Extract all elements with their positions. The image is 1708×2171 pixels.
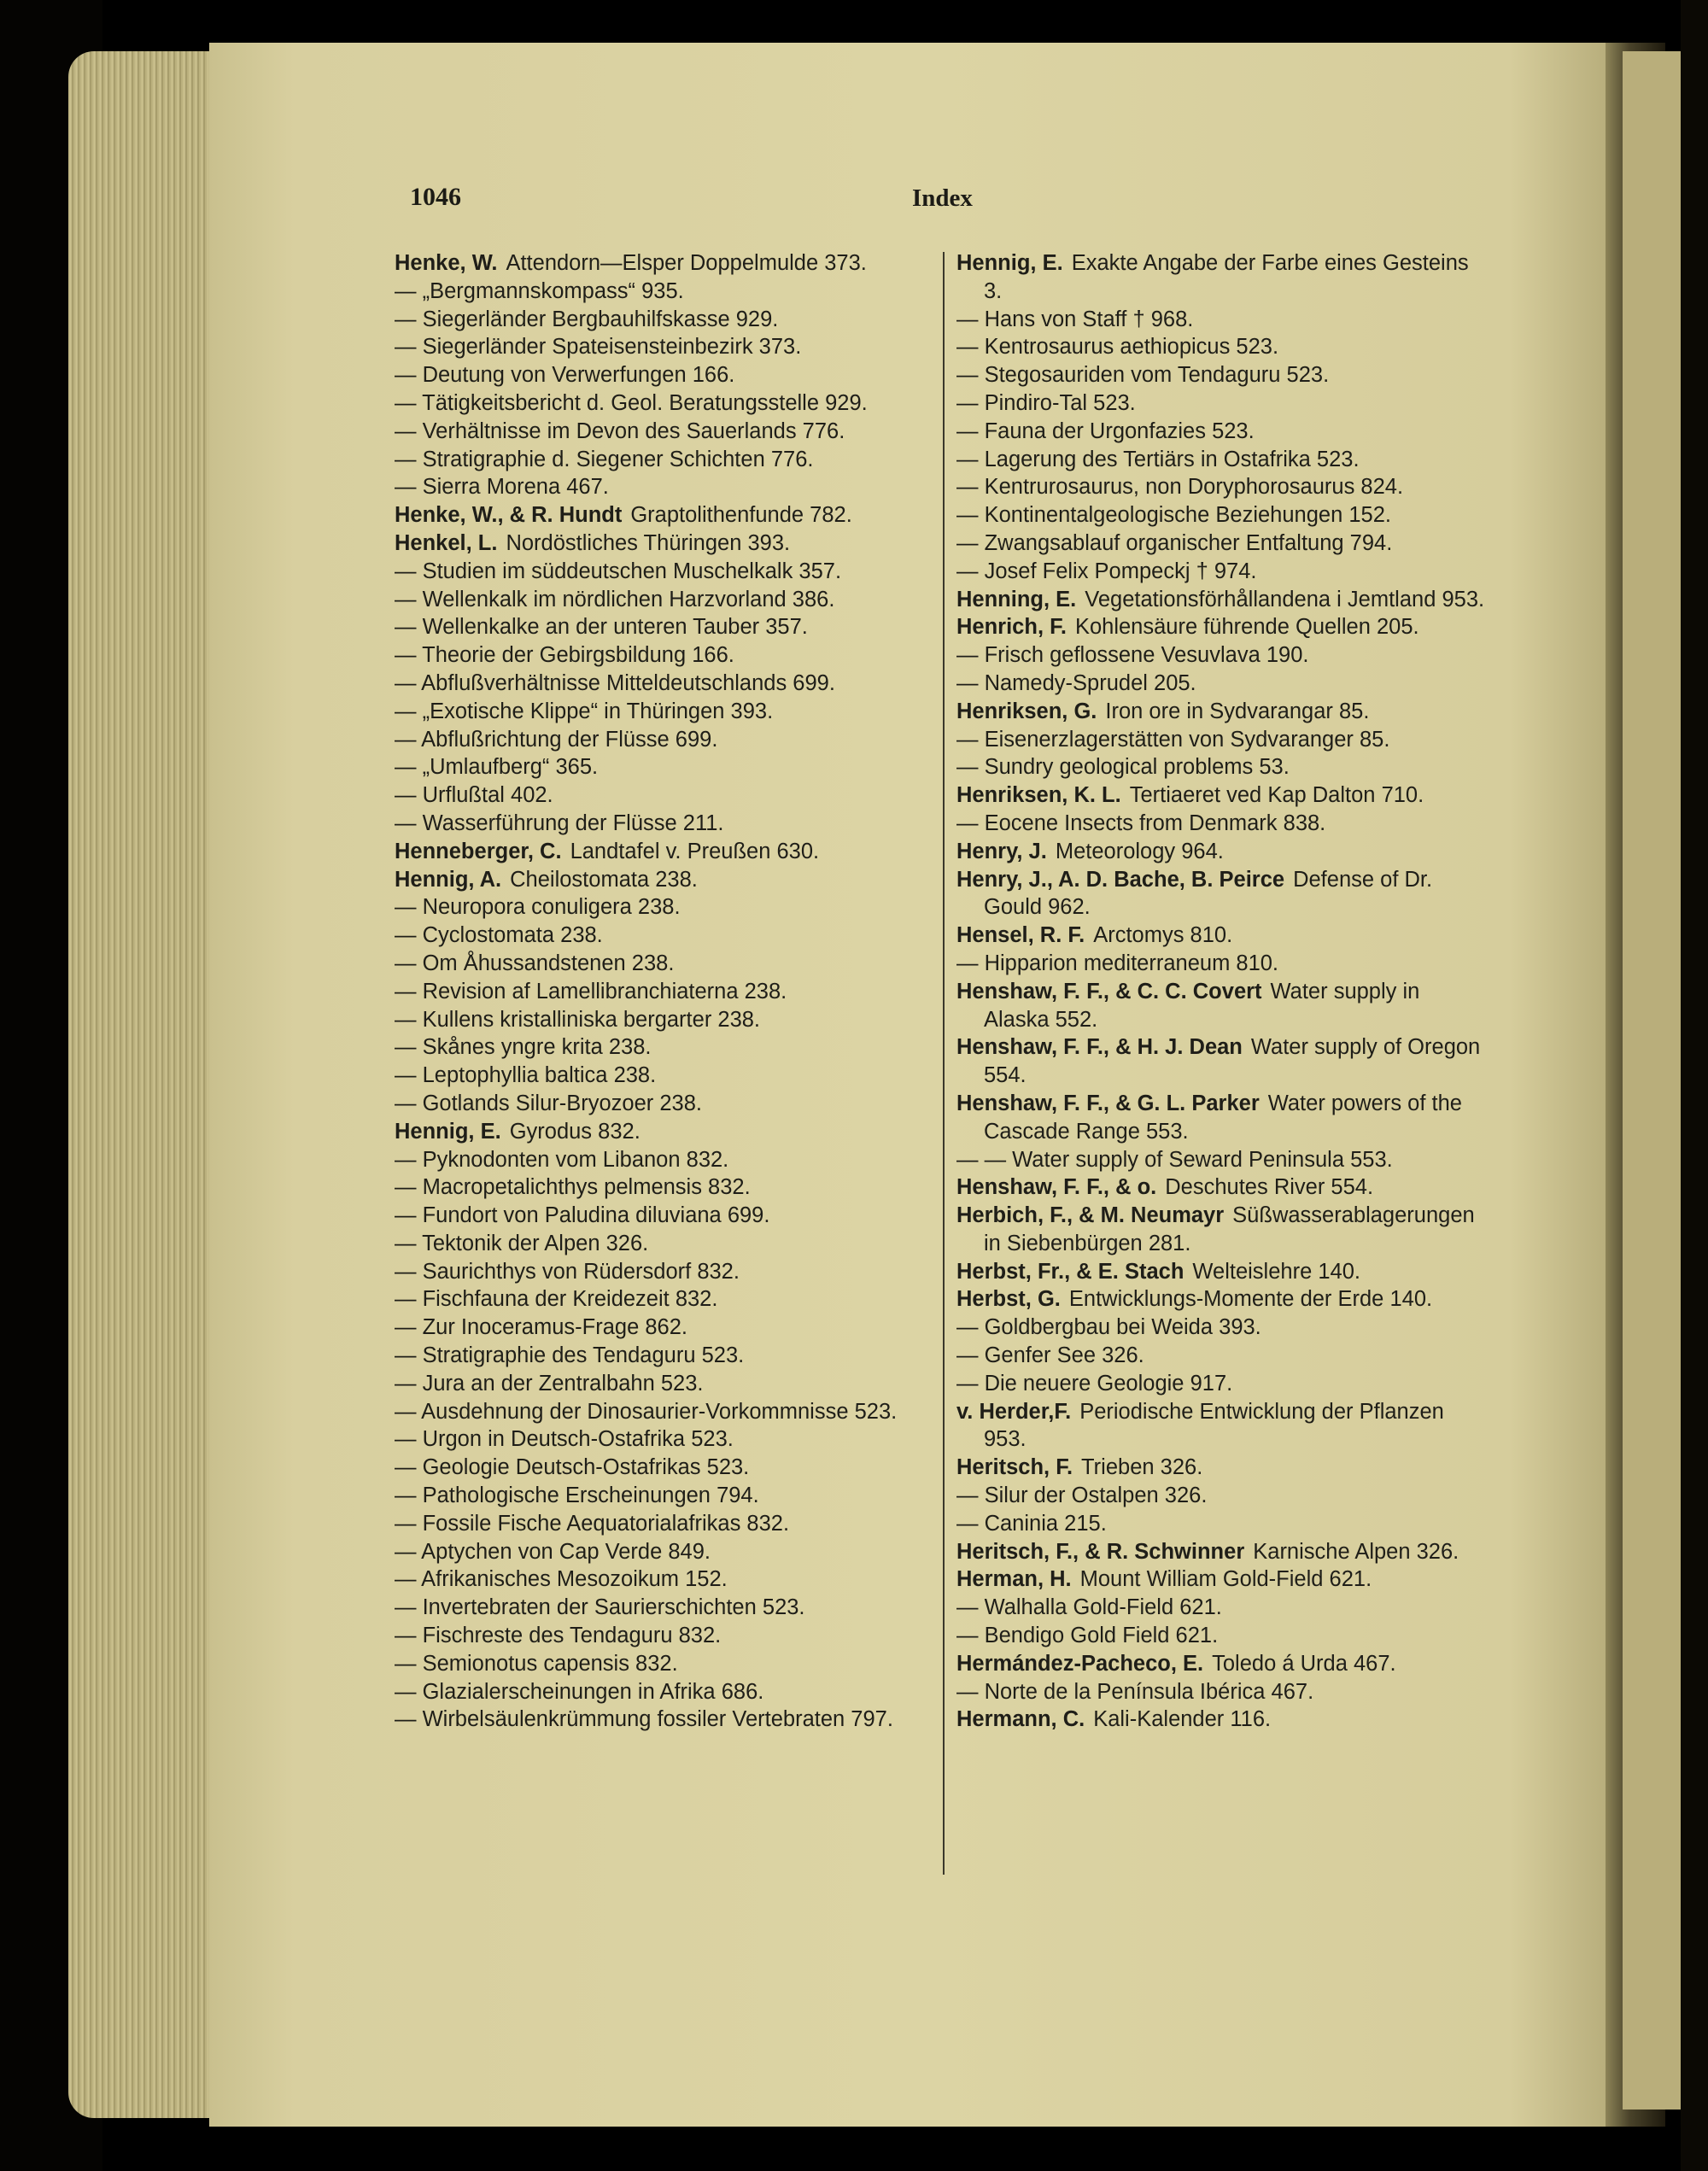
entry-text: — Hans von Staff † 968.: [956, 307, 1194, 331]
index-entry: [395, 1146, 933, 1174]
entry-author: Henshaw, F. F., & H. J. Dean: [956, 1035, 1243, 1060]
entry-text: — Wellenkalk im nördlichen Harzvorland 386.: [395, 587, 835, 612]
index-entry: [395, 1650, 933, 1678]
entry-text: — Urflußtal 402.: [395, 783, 553, 808]
index-entry: [956, 698, 1486, 726]
entry-text: — Om Åhussandstenen 238.: [395, 951, 675, 975]
index-entry: [395, 1090, 933, 1118]
index-entry: [395, 922, 933, 950]
entry-text: Tertiaeret ved Kap Dalton 710.: [1129, 783, 1424, 808]
index-entry: [956, 1594, 1486, 1622]
index-entry: [395, 1565, 933, 1594]
entry-text: — Tektonik der Alpen 326.: [395, 1231, 649, 1255]
index-entry: [395, 1622, 933, 1650]
entry-text: — Semionotus capensis 832.: [395, 1651, 678, 1676]
entry-text: Nordöstliches Thüringen 393.: [506, 530, 791, 555]
entry-text: Welteislehre 140.: [1192, 1259, 1360, 1284]
entry-author: Heritsch, F., & R. Schwinner: [956, 1539, 1245, 1564]
index-entry: [956, 1622, 1486, 1650]
entry-text: — Macropetalichthys pelmensis 832.: [395, 1175, 751, 1200]
facing-page-edge: [1623, 51, 1682, 2110]
entry-author: Herman, H.: [956, 1567, 1072, 1592]
entry-author: Henry, J., A. D. Bache, B. Peirce: [956, 867, 1285, 892]
index-entry: [395, 249, 933, 278]
entry-author: Henshaw, F. F., & C. C. Covert: [956, 979, 1262, 1004]
entry-author: Henrich, F.: [956, 615, 1067, 640]
index-entry: [956, 866, 1486, 922]
entry-text: — Afrikanisches Mesozoikum 152.: [395, 1567, 728, 1592]
entry-text: Kali-Kalender 116.: [1093, 1707, 1272, 1732]
index-entry: [395, 446, 933, 474]
entry-text: — Norte de la Península Ibérica 467.: [956, 1679, 1314, 1704]
entry-text: — — Water supply of Seward Peninsula 553.: [956, 1147, 1393, 1172]
index-entry: [956, 1314, 1486, 1342]
index-column-right: [956, 249, 1486, 1734]
entry-author: Henry, J.: [956, 839, 1047, 863]
index-entry: [395, 1314, 933, 1342]
index-entry: [395, 1342, 933, 1370]
index-entry: [956, 1538, 1486, 1566]
entry-text: — Abflußrichtung der Flüsse 699.: [395, 727, 718, 752]
index-entry: [956, 473, 1486, 501]
index-entry: [956, 838, 1486, 866]
entry-author: Henriksen, K. L.: [956, 783, 1121, 808]
index-entry: [395, 641, 933, 670]
entry-text: — Ausdehnung der Dinosaurier-Vorkommnisse 523.: [395, 1399, 898, 1424]
entry-text: Mount William Gold-Field 621.: [1079, 1567, 1372, 1592]
entry-text: — Saurichthys von Rüdersdorf 832.: [395, 1259, 740, 1284]
entry-text: — Josef Felix Pompeckj † 974.: [956, 559, 1257, 583]
entry-text: Kohlensäure führende Quellen 205.: [1074, 615, 1419, 640]
index-entry: [956, 922, 1486, 950]
entry-text: Defense of Dr. Gould 962.: [984, 867, 1433, 920]
index-entry: [956, 389, 1486, 418]
entry-text: Trieben 326.: [1081, 1455, 1203, 1480]
entry-text: — Silur der Ostalpen 326.: [956, 1483, 1208, 1508]
entry-text: — Gotlands Silur-Bryozoer 238.: [395, 1091, 702, 1115]
index-entry: [395, 1398, 933, 1426]
entry-text: — Kullens kristalliniska bergarter 238.: [395, 1007, 761, 1032]
entry-text: — Wirbelsäulenkrümmung fossiler Vertebraten 797.: [395, 1707, 893, 1732]
page-number: 1046: [410, 183, 461, 211]
entry-author: Herbst, G.: [956, 1287, 1061, 1312]
index-entry: [956, 1454, 1486, 1482]
index-entry: [956, 613, 1486, 641]
entry-author: Henriksen, G.: [956, 699, 1097, 723]
index-entry: [956, 1510, 1486, 1538]
entry-author: Herbst, Fr., & E. Stach: [956, 1259, 1184, 1284]
index-entry: [956, 586, 1486, 614]
entry-text: Karnische Alpen 326.: [1253, 1539, 1459, 1564]
entry-text: — Siegerländer Spateisensteinbezirk 373.: [395, 335, 802, 360]
index-entry: [395, 418, 933, 446]
index-entry: [395, 278, 933, 306]
index-entry: [956, 306, 1486, 334]
page-stack-edge: [68, 51, 218, 2118]
entry-text: Landtafel v. Preußen 630.: [570, 839, 820, 863]
index-entry: [395, 1202, 933, 1230]
entry-author: v. Herder,F.: [956, 1399, 1072, 1424]
entry-author: Hensel, R. F.: [956, 923, 1085, 948]
entry-text: — Wellenkalke an der unteren Tauber 357.: [395, 615, 808, 640]
index-entry: [956, 950, 1486, 978]
entry-text: Toledo á Urda 467.: [1212, 1651, 1396, 1676]
index-entry: [395, 1706, 933, 1734]
entry-text: Süßwasserablagerungen in Siebenbürgen 281.: [984, 1203, 1475, 1255]
entry-author: Hennig, E.: [395, 1119, 501, 1144]
index-entry: [395, 1173, 933, 1202]
index-entry: [395, 1425, 933, 1454]
entry-text: Water supply of Oregon 554.: [984, 1035, 1481, 1088]
index-entry: [395, 1482, 933, 1510]
entry-text: — „Exotische Klippe“ in Thüringen 393.: [395, 699, 774, 723]
index-entry: [956, 361, 1486, 389]
entry-text: — Stegosauriden vom Tendaguru 523.: [956, 363, 1330, 388]
entry-text: — Kentrurosaurus, non Doryphorosaurus 824.: [956, 475, 1404, 500]
index-entry: [395, 950, 933, 978]
entry-text: Water powers of the Cascade Range 553.: [984, 1091, 1462, 1144]
entry-text: Periodische Entwicklung der Pflanzen 953.: [984, 1399, 1444, 1452]
index-entry: [956, 726, 1486, 754]
index-entry: [395, 1006, 933, 1034]
index-entry: [395, 781, 933, 810]
entry-author: Henshaw, F. F., & G. L. Parker: [956, 1091, 1260, 1115]
entry-text: — Kentrosaurus aethiopicus 523.: [956, 335, 1279, 360]
entry-author: Henning, E.: [956, 587, 1077, 612]
index-entry: [956, 1258, 1486, 1286]
entry-text: — Namedy-Sprudel 205.: [956, 670, 1196, 695]
index-entry: [956, 670, 1486, 698]
index-entry: [956, 1285, 1486, 1314]
entry-text: — Eocene Insects from Denmark 838.: [956, 810, 1326, 835]
entry-text: — Lagerung des Tertiärs in Ostafrika 523.: [956, 447, 1360, 471]
index-column-left: [395, 249, 933, 1734]
index-entry: [956, 1398, 1486, 1454]
entry-text: — Jura an der Zentralbahn 523.: [395, 1371, 704, 1396]
entry-text: — Fauna der Urgonfazies 523.: [956, 418, 1255, 443]
entry-text: Cheilostomata 238.: [510, 867, 698, 892]
entry-text: Deschutes River 554.: [1165, 1175, 1374, 1200]
index-entry: [956, 530, 1486, 558]
index-entry: [956, 1706, 1486, 1734]
entry-text: Meteorology 964.: [1055, 839, 1224, 863]
running-head: Index: [912, 184, 973, 212]
index-entry: [956, 558, 1486, 586]
index-entry: [956, 1565, 1486, 1594]
index-entry: [956, 1370, 1486, 1398]
entry-text: — Stratigraphie d. Siegener Schichten 776.: [395, 447, 814, 471]
entry-text: — Hipparion mediterraneum 810.: [956, 951, 1279, 975]
entry-author: Herbich, F., & M. Neumayr: [956, 1203, 1225, 1228]
index-entry: [956, 501, 1486, 530]
entry-text: Vegetationsförhållandena i Jemtland 953.: [1085, 587, 1485, 612]
index-entry: [395, 613, 933, 641]
entry-text: — Goldbergbau bei Weida 393.: [956, 1315, 1261, 1340]
index-entry: [956, 810, 1486, 838]
right-dark-edge: [1681, 0, 1708, 2171]
entry-text: — Studien im süddeutschen Muschelkalk 357.: [395, 559, 842, 583]
index-entry: [956, 1146, 1486, 1174]
index-entry: [395, 501, 933, 530]
entry-text: — Pindiro-Tal 523.: [956, 390, 1136, 415]
index-entry: [395, 1678, 933, 1706]
index-entry: [395, 1285, 933, 1314]
entry-author: Henneberger, C.: [395, 839, 562, 863]
entry-text: — „Umlaufberg“ 365.: [395, 755, 599, 780]
entry-text: — Walhalla Gold-Field 621.: [956, 1595, 1222, 1620]
entry-text: — Frisch geflossene Vesuvlava 190.: [956, 643, 1309, 668]
index-entry: [956, 641, 1486, 670]
index-entry: [395, 753, 933, 781]
index-entry: [395, 1370, 933, 1398]
index-entry: [395, 978, 933, 1006]
entry-author: Henke, W., & R. Hundt: [395, 503, 623, 528]
entry-text: — Genfer See 326.: [956, 1343, 1144, 1368]
index-entry: [395, 1062, 933, 1090]
index-entry: [956, 1482, 1486, 1510]
index-entry: [956, 446, 1486, 474]
index-entry: [395, 1454, 933, 1482]
index-entry: [956, 1090, 1486, 1146]
entry-text: — Die neuere Geologie 917.: [956, 1371, 1233, 1396]
index-entry: [956, 978, 1486, 1034]
entry-text: — Kontinentalgeologische Beziehungen 152.: [956, 503, 1391, 528]
entry-text: — Zwangsablauf organischer Entfaltung 794.: [956, 530, 1393, 555]
entry-text: — Tätigkeitsbericht d. Geol. Beratungsstelle 929.: [395, 390, 868, 415]
entry-text: — Revision af Lamellibranchiaterna 238.: [395, 979, 787, 1004]
index-entry: [395, 893, 933, 922]
index-entry: [956, 1342, 1486, 1370]
index-entry: [395, 1230, 933, 1258]
index-entry: [956, 1202, 1486, 1258]
entry-text: — Pyknodonten vom Libanon 832.: [395, 1147, 729, 1172]
entry-text: — Verhältnisse im Devon des Sauerlands 776.: [395, 418, 845, 443]
index-entry: [956, 418, 1486, 446]
index-entry: [956, 1678, 1486, 1706]
entry-text: Iron ore in Sydvarangar 85.: [1105, 699, 1370, 723]
entry-text: Water supply in Alaska 552.: [984, 979, 1420, 1032]
entry-text: — Abflußverhältnisse Mitteldeutschlands 699.: [395, 670, 835, 695]
index-entry: [395, 389, 933, 418]
entry-text: — Aptychen von Cap Verde 849.: [395, 1539, 711, 1564]
entry-text: — Leptophyllia baltica 238.: [395, 1063, 657, 1088]
index-entry: [395, 361, 933, 389]
index-entry: [395, 473, 933, 501]
entry-author: Heritsch, F.: [956, 1455, 1073, 1480]
entry-text: — Neuropora conuligera 238.: [395, 895, 681, 920]
index-entry: [395, 1258, 933, 1286]
entry-text: — Fischreste des Tendaguru 832.: [395, 1624, 722, 1648]
entry-text: — Theorie der Gebirgsbildung 166.: [395, 643, 734, 668]
index-entry: [395, 1538, 933, 1566]
entry-author: Hermann, C.: [956, 1707, 1085, 1732]
index-entry: [956, 1033, 1486, 1090]
index-entry: [395, 1118, 933, 1146]
column-divider: [943, 252, 945, 1875]
entry-text: — Geologie Deutsch-Ostafrikas 523.: [395, 1455, 750, 1480]
index-entry: [395, 1594, 933, 1622]
entry-text: Entwicklungs-Momente der Erde 140.: [1068, 1287, 1433, 1312]
entry-text: — Deutung von Verwerfungen 166.: [395, 363, 735, 388]
entry-text: — Fischfauna der Kreidezeit 832.: [395, 1287, 718, 1312]
index-entry: [395, 838, 933, 866]
entry-text: Gyrodus 832.: [509, 1119, 640, 1144]
entry-author: Hennig, A.: [395, 867, 502, 892]
index-entry: [395, 530, 933, 558]
entry-text: — „Bergmannskompass“ 935.: [395, 278, 684, 303]
entry-text: — Invertebraten der Saurierschichten 523.: [395, 1595, 805, 1620]
entry-text: — Fundort von Paludina diluviana 699.: [395, 1203, 770, 1228]
index-entry: [395, 333, 933, 361]
index-entry: [395, 698, 933, 726]
entry-author: Hermández-Pacheco, E.: [956, 1651, 1204, 1676]
entry-text: — Glazialerscheinungen in Afrika 686.: [395, 1679, 764, 1704]
entry-text: — Stratigraphie des Tendaguru 523.: [395, 1343, 745, 1368]
entry-text: Graptolithenfunde 782.: [630, 503, 852, 528]
entry-text: — Skånes yngre krita 238.: [395, 1035, 652, 1060]
entry-text: — Wasserführung der Flüsse 211.: [395, 810, 724, 835]
entry-text: Exakte Angabe der Farbe eines Gesteins 3.: [984, 251, 1469, 303]
entry-author: Hennig, E.: [956, 251, 1063, 275]
entry-text: — Urgon in Deutsch-Ostafrika 523.: [395, 1427, 734, 1452]
entry-text: Arctomys 810.: [1093, 923, 1233, 948]
index-entry: [956, 781, 1486, 810]
index-entry: [395, 810, 933, 838]
entry-author: Henkel, L.: [395, 530, 498, 555]
entry-text: — Eisenerzlagerstätten von Sydvaranger 85.: [956, 727, 1390, 752]
entry-text: — Cyclostomata 238.: [395, 923, 603, 948]
index-entry: [395, 558, 933, 586]
index-entry: [395, 670, 933, 698]
entry-text: — Sierra Morena 467.: [395, 475, 609, 500]
index-entry: [956, 1650, 1486, 1678]
index-entry: [956, 1173, 1486, 1202]
index-entry: [395, 306, 933, 334]
index-entry: [956, 249, 1486, 306]
index-entry: [395, 1033, 933, 1062]
entry-text: Attendorn—Elsper Doppelmulde 373.: [506, 251, 867, 275]
entry-text: — Bendigo Gold Field 621.: [956, 1624, 1219, 1648]
index-entry: [956, 333, 1486, 361]
entry-text: — Fossile Fische Aequatorialafrikas 832.: [395, 1511, 790, 1536]
entry-author: Henshaw, F. F., & o.: [956, 1175, 1157, 1200]
entry-text: — Caninia 215.: [956, 1511, 1107, 1536]
index-entry: [395, 726, 933, 754]
entry-text: — Siegerländer Bergbauhilfskasse 929.: [395, 307, 779, 331]
index-entry: [395, 586, 933, 614]
entry-text: — Zur Inoceramus-Frage 862.: [395, 1315, 687, 1340]
entry-text: — Sundry geological problems 53.: [956, 755, 1290, 780]
index-entry: [956, 753, 1486, 781]
entry-text: — Pathologische Erscheinungen 794.: [395, 1483, 759, 1508]
index-entry: [395, 1510, 933, 1538]
entry-author: Henke, W.: [395, 251, 498, 275]
index-entry: [395, 866, 933, 894]
